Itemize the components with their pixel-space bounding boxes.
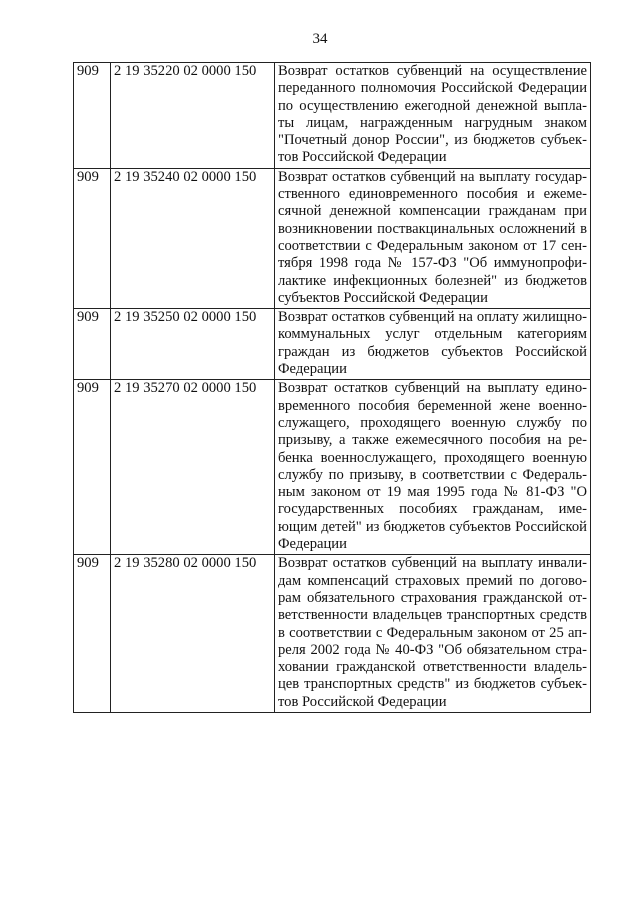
table-row (74, 380, 591, 555)
page-number: 34 (312, 31, 328, 47)
revenue-name-cell: Возврат остатков субвенций на выплату единовременного пособия беременной жене военнослужащего, проходящего военную службу по призыву, а также ежемесячного пособия на ребенка военнослужащего, проходящего военную службу по призыву, в соответствии с Федеральным законом от 19 мая 1995 года № 81-ФЗ "О государственных пособиях гражданам, имеющим детей" из бюджетов субъектов Российской Федерации (275, 380, 591, 555)
administrator-code-cell: 909 (74, 309, 111, 380)
administrator-code-cell: 909 (74, 63, 111, 169)
budget-code-cell: 2 19 35250 02 0000 150 (111, 309, 275, 380)
table-row (74, 168, 591, 308)
revenue-name-cell: Возврат остатков субвенций на выплату государственного единовременного пособия и ежемесячной денежной компенсации гражданам при возникновении поствакцинальных осложнений в соответствии с Федеральным законом от 17 сентября 1998 года № 157-ФЗ "Об иммунопрофилактике инфекционных болезней" из бюджетов субъектов Российской Федерации (275, 168, 591, 308)
administrator-code-cell: 909 (74, 380, 111, 555)
revenue-name-cell: Возврат остатков субвенций на выплату инвалидам компенсаций страховых премий по договорам обязательного страхования гражданской ответственности владельцев транспортных средств в соответствии с Федеральным законом от 25 апреля 2002 года № 40-ФЗ "Об обязательном страховании гражданской ответственности владельцев транспортных средств" из бюджетов субъектов Российской Федерации (275, 555, 591, 713)
revenue-name-cell: Возврат остатков субвенций на оплату жилищно-коммунальных услуг отдельным категориям граждан из бюджетов субъектов Российской Федерации (275, 309, 591, 380)
administrator-code-cell: 909 (74, 555, 111, 713)
table-row (74, 309, 591, 380)
budget-code-cell: 2 19 35280 02 0000 150 (111, 555, 275, 713)
budget-code-cell: 2 19 35270 02 0000 150 (111, 380, 275, 555)
table-row (74, 63, 591, 169)
budget-classification-table (73, 62, 591, 713)
budget-code-cell: 2 19 35240 02 0000 150 (111, 168, 275, 308)
administrator-code-cell: 909 (74, 168, 111, 308)
revenue-name-cell: Возврат остатков субвенций на осуществление переданного полномочия Российской Федерации по осуществлению ежегодной денежной выплаты лицам, награжденным нагрудным знаком "Почетный донор России", из бюджетов субъектов Российской Федерации (275, 63, 591, 169)
table-row (74, 555, 591, 713)
budget-code-cell: 2 19 35220 02 0000 150 (111, 63, 275, 169)
